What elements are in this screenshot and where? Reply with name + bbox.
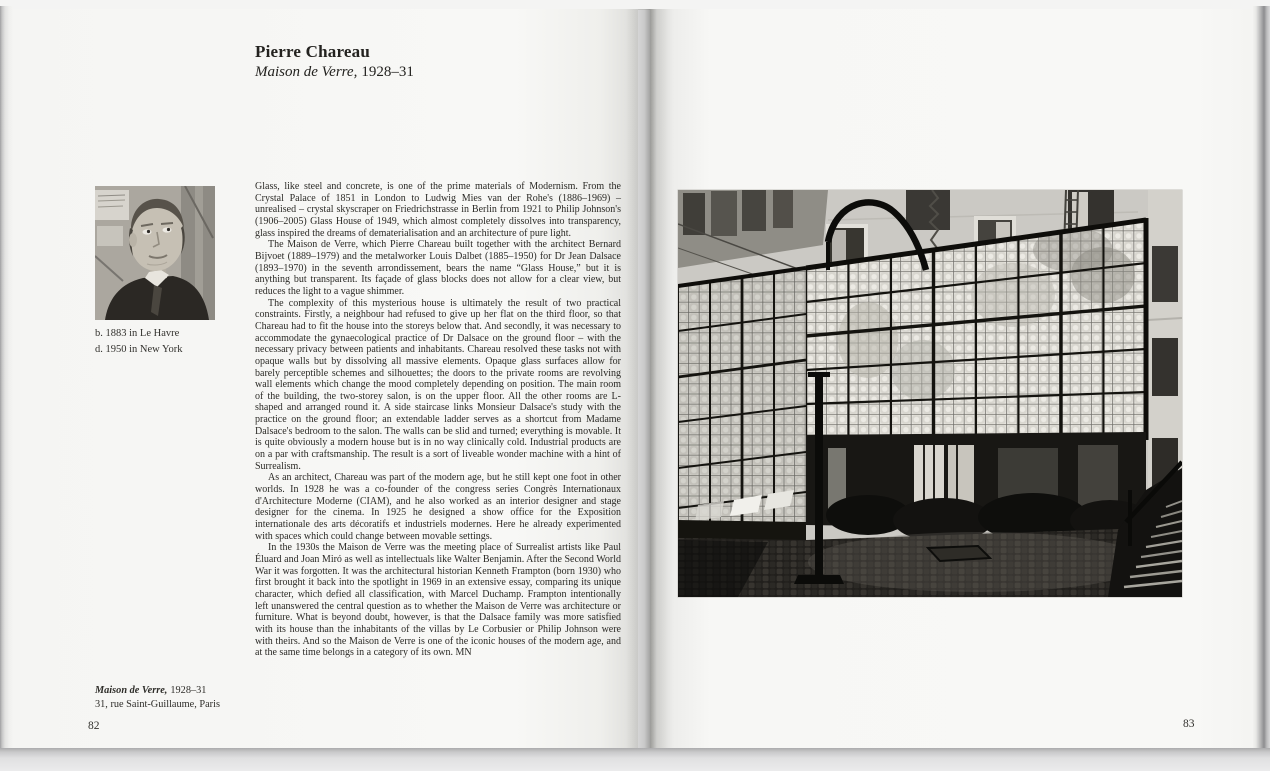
page-number-right: 83 — [1183, 718, 1195, 730]
paragraph: Glass, like steel and concrete, is one of the prime materials of Modernism. From the Crystal Palace of 1851 in London to Ludwig Mies van der Rohe's (1886–1969) – unrealised – crystal skyscraper on Friedrichstrasse in Berlin from 1921 to Philip Johnson's (1906–2005) Glass House of 1949, which almost completely dissolves into transparency, glass inspired the dreams of dematerialisation and an architecture of pure light. — [255, 181, 621, 239]
portrait-photo — [95, 186, 215, 320]
paragraph: The complexity of this mysterious house is ultimately the result of two practical constraints. Firstly, a neighbour had refused to give up her flat on the third floor, so that Chareau had to fit the house into the storeys below that. And secondly, it was necessary to accommodate the gynaecological practice of Dr Dalsace on the ground floor – with the necessary privacy between patients and inhabitants. Chareau resolved these tasks not with opaque walls but by dissolving all massive elements. Opaque glass surfaces allow for barely perceptible schemes and silhouettes; the doors to the private rooms are revolving wall elements which change the mood completely depending on position. The main room of the building, the two-storey salon, is on the upper floor. All the other rooms are L-shaped and arranged round it. A side staircase links Monsieur Dalsace's study with the practice on the ground floor; an extendable ladder serves as a shortcut from Madame Dalsace's bedroom to the salon. The walls can be slid and turned; everything is movable. It is quite obviously a modern house but is in no way clinically cold. Industrial products are on a par with craftsmanship. The result is a sort of liveable wonder machine with a hint of Surrealism. — [255, 297, 621, 472]
photo-caption-title-line — [95, 684, 220, 698]
paragraph: As an architect, Chareau was part of the modern age, but he still kept one foot in other worlds. In 1928 he was a co-founder of the congress series Congrès Internationaux d'Architecture Moderne (CIAM), and he also worked as an interior designer and stage designer for the cinema. In 1925 he designed a show office for the Exposition internationale des arts décoratifs et industriels modernes. Here he already experimented with spaces which could change between movable settings. — [255, 472, 621, 542]
page-subtitle — [255, 64, 414, 81]
facade-illustration — [678, 190, 1182, 597]
book-bottom-shadow — [0, 748, 1270, 771]
paragraph: The Maison de Verre, which Pierre Chareau built together with the architect Bernard Bijvoet (1889–1979) and the metalworker Louis Dalbet (1885–1950) for Dr Jean Dalsace (1893–1970) in the seventh arrondissement, bears the name “Glass House,” but it is anything but transparent. Its façade of glass blocks does not allow for a clear view, but reduces the light to a vague shimmer. — [255, 239, 621, 297]
portrait-caption-died: d. 1950 in New York — [95, 343, 183, 355]
portrait-caption — [95, 326, 183, 357]
book-gutter — [626, 9, 674, 748]
portrait-caption-born: b. 1883 in Le Havre — [95, 328, 180, 339]
right-page-stack-edge — [1252, 6, 1270, 750]
photo-caption-address: 31, rue Saint-Guillaume, Paris — [95, 698, 220, 710]
subtitle-work-title: Maison de Verre, — [255, 64, 358, 80]
page-title: Pierre Chareau — [255, 42, 371, 61]
subtitle-years: 1928–31 — [361, 64, 414, 80]
body-text — [255, 181, 621, 659]
page-number-left: 82 — [88, 720, 100, 732]
left-page-stack-edge — [0, 6, 13, 750]
portrait-illustration — [95, 186, 215, 320]
maison-de-verre-photo — [678, 190, 1182, 597]
photo-caption-work: Maison de Verre, — [95, 685, 168, 696]
paragraph: In the 1930s the Maison de Verre was the meeting place of Surrealist artists like Paul Éluard and Joan Miró as well as intellectuals like Walter Benjamin. After the Second World War it was forgotten. It was the architectural historian Kenneth Frampton (born 1930) who first brought it back into the spotlight in 1969 in an extensive essay, comparing its unique character, which defied all classification, with Marcel Duchamp. Frampton intentionally left unanswered the central question as to whether the Maison de Verre was architecture or furniture. What is beyond doubt, however, is that the Dalsace family was more satisfied with its house than the inhabitants of the villas by Le Corbusier or Philip Johnson were with theirs. And so the Maison de Verre is one of the iconic houses of the modern age, and at the same time belongs in a category of its own. MN — [255, 542, 621, 659]
photo-caption — [95, 684, 220, 711]
photo-caption-years: 1928–31 — [170, 685, 207, 696]
